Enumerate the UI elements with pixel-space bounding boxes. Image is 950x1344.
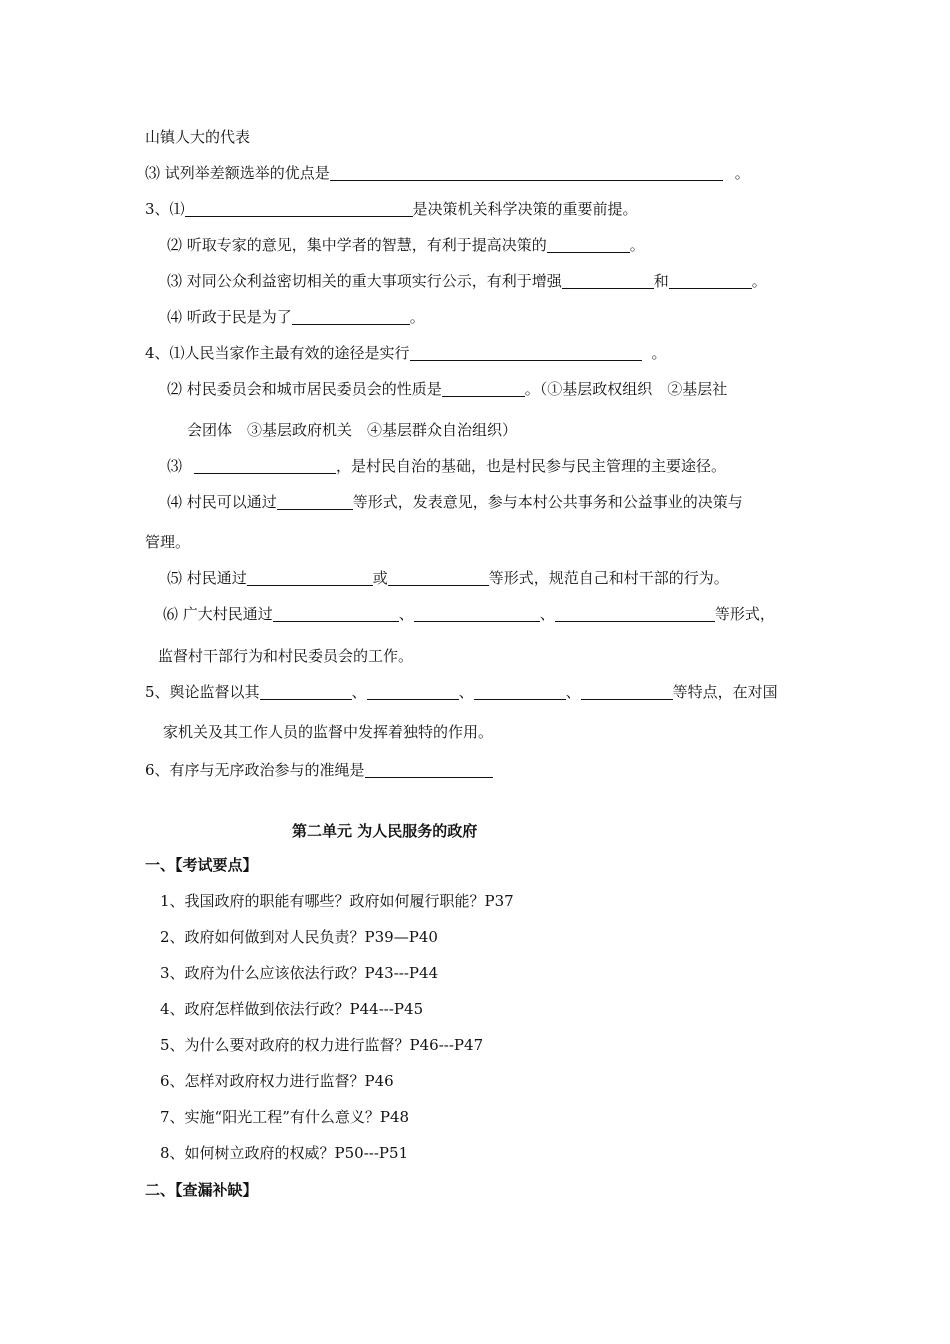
question-line: 6、有序与无序政治参与的准绳是	[145, 760, 493, 780]
question-line: 4、⑴人民当家作主最有效的途径是实行 。	[145, 344, 667, 362]
answer-blank[interactable]	[547, 236, 630, 253]
answer-blank[interactable]	[292, 308, 410, 325]
answer-blank[interactable]	[273, 605, 399, 622]
question-line: 5、舆论监督以其 、 、 、 等特点，在对国	[145, 683, 778, 701]
answer-blank[interactable]	[185, 200, 413, 217]
list-item: 3、政府为什么应该依法行政？P43---P44	[160, 964, 439, 982]
unit-title: 第二单元 为人民服务的政府	[292, 822, 478, 840]
answer-blank[interactable]	[414, 605, 540, 622]
text-line: 管理。	[145, 533, 191, 551]
list-item: 2、政府如何做到对人民负责？P39—P40	[160, 928, 438, 946]
section-heading: 二、【查漏补缺】	[145, 1181, 258, 1199]
list-item: 1、我国政府的职能有哪些？政府如何履行职能？P37	[160, 892, 514, 910]
answer-blank[interactable]	[581, 683, 673, 700]
answer-blank[interactable]	[194, 457, 336, 474]
text-line: 会团体 ③基层政府机关 ④基层群众自治组织）	[187, 421, 518, 439]
answer-blank[interactable]	[367, 683, 459, 700]
answer-blank[interactable]	[260, 683, 352, 700]
text-line: 监督村干部行为和村民委员会的工作。	[158, 647, 414, 665]
question-line: ⑷ 听政于民是为了 。	[167, 308, 425, 326]
text-line: 家机关及其工作人员的监督中发挥着独特的作用。	[163, 723, 494, 741]
answer-blank[interactable]	[277, 493, 353, 510]
answer-blank[interactable]	[669, 272, 752, 289]
list-item: 4、政府怎样做到依法行政？P44---P45	[160, 1000, 424, 1018]
question-line: ⑶ ，是村民自治的基础，也是村民参与民主管理的主要途径。	[167, 457, 727, 475]
answer-blank[interactable]	[247, 569, 373, 586]
question-line: ⑵ 村民委员会和城市居民委员会的性质是 。（①基层政权组织 ②基层社	[167, 380, 728, 398]
answer-blank[interactable]	[365, 761, 493, 778]
answer-blank[interactable]	[330, 164, 723, 181]
answer-blank[interactable]	[474, 683, 566, 700]
question-line: ⑶ 对同公众利益密切相关的重大事项实行公示，有利于增强 和 。	[167, 272, 767, 290]
list-item: 8、如何树立政府的权威？P50---P51	[160, 1144, 409, 1162]
question-line: ⑵ 听取专家的意见，集中学者的智慧，有利于提高决策的 。	[167, 236, 645, 254]
list-item: 5、为什么要对政府的权力进行监督？P46---P47	[160, 1036, 484, 1054]
question-line: ⑶ 试列举差额选举的优点是 。	[145, 164, 750, 182]
question-line: ⑹ 广大村民通过 、 、 等形式，	[163, 605, 775, 623]
text-line: 山镇人大的代表	[145, 128, 251, 146]
answer-blank[interactable]	[555, 605, 715, 622]
question-line: 3、⑴ 是决策机关科学决策的重要前提。	[145, 200, 638, 218]
question-line: ⑸ 村民通过 或 等形式，规范自己和村干部的行为。	[167, 569, 729, 587]
answer-blank[interactable]	[562, 272, 654, 289]
answer-blank[interactable]	[410, 344, 642, 361]
answer-blank[interactable]	[388, 569, 489, 586]
question-line: ⑷ 村民可以通过 等形式，发表意见，参与本村公共事务和公益事业的决策与	[167, 493, 743, 511]
list-item: 6、怎样对政府权力进行监督？P46	[160, 1072, 394, 1090]
list-item: 7、实施“阳光工程”有什么意义？P48	[160, 1108, 410, 1126]
answer-blank[interactable]	[442, 380, 525, 397]
section-heading: 一、【考试要点】	[145, 856, 258, 874]
